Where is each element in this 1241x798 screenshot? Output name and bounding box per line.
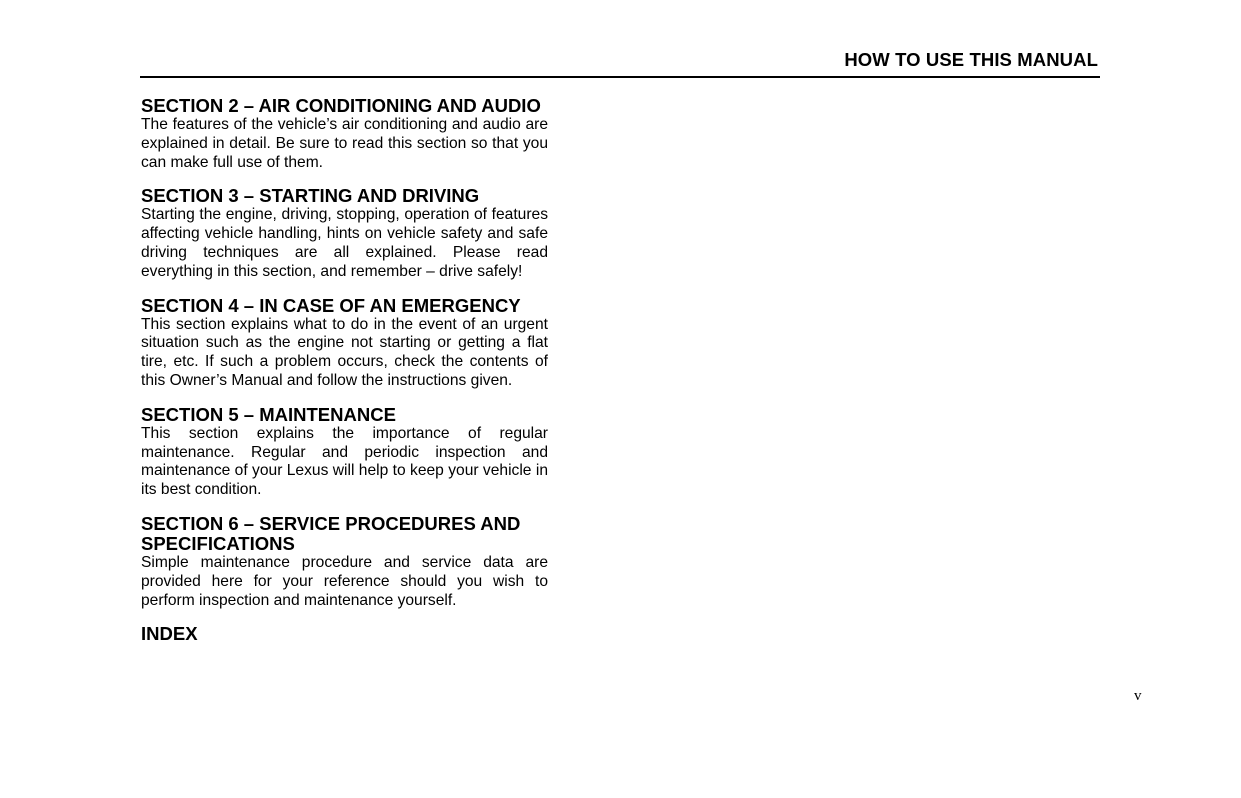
section-description: This section explains what to do in the event of an urgent situation such as the engine not starting or getting a flat tire, etc. If such a problem occurs, check the contents of this Owner’s Manual and follow the instructions given. — [141, 315, 548, 389]
section-description: The features of the vehicle’s air conditioning and audio are explained in detail. Be sure to read this section so that you can make full use of them. — [141, 116, 548, 171]
section-2 — [141, 96, 548, 172]
header-divider — [140, 76, 1100, 78]
section-6 — [141, 514, 548, 610]
index-heading: INDEX — [141, 623, 198, 645]
section-3 — [141, 186, 548, 281]
section-4 — [141, 296, 548, 391]
section-heading: SECTION 5 – MAINTENANCE — [141, 403, 396, 425]
page-number: v — [1134, 688, 1142, 704]
section-5 — [141, 405, 548, 500]
section-description: This section explains the importance of regular maintenance. Regular and periodic inspection and maintenance of your Lexus will help to keep your vehicle in its best condition. — [141, 424, 548, 499]
section-heading: SECTION 3 – STARTING AND DRIVING — [141, 185, 480, 207]
section-description: Starting the engine, driving, stopping, operation of features affecting vehicle handling, hints on vehicle safety and safe driving techniques are all explained. Please read everything in this section, and remember – drive safely! — [141, 206, 548, 280]
section-heading: SECTION 2 – AIR CONDITIONING AND AUDIO — [141, 95, 541, 116]
section-heading: SECTION 6 – SERVICE PROCEDURES AND SPECIFICATIONS — [141, 512, 521, 554]
running-header: HOW TO USE THIS MANUAL — [844, 49, 1098, 70]
section-heading: SECTION 4 – IN CASE OF AN EMERGENCY — [141, 294, 521, 316]
page-content — [141, 96, 548, 644]
section-description: Simple maintenance procedure and service data are provided here for your reference should you wish to perform inspection and maintenance yourself. — [141, 553, 548, 609]
